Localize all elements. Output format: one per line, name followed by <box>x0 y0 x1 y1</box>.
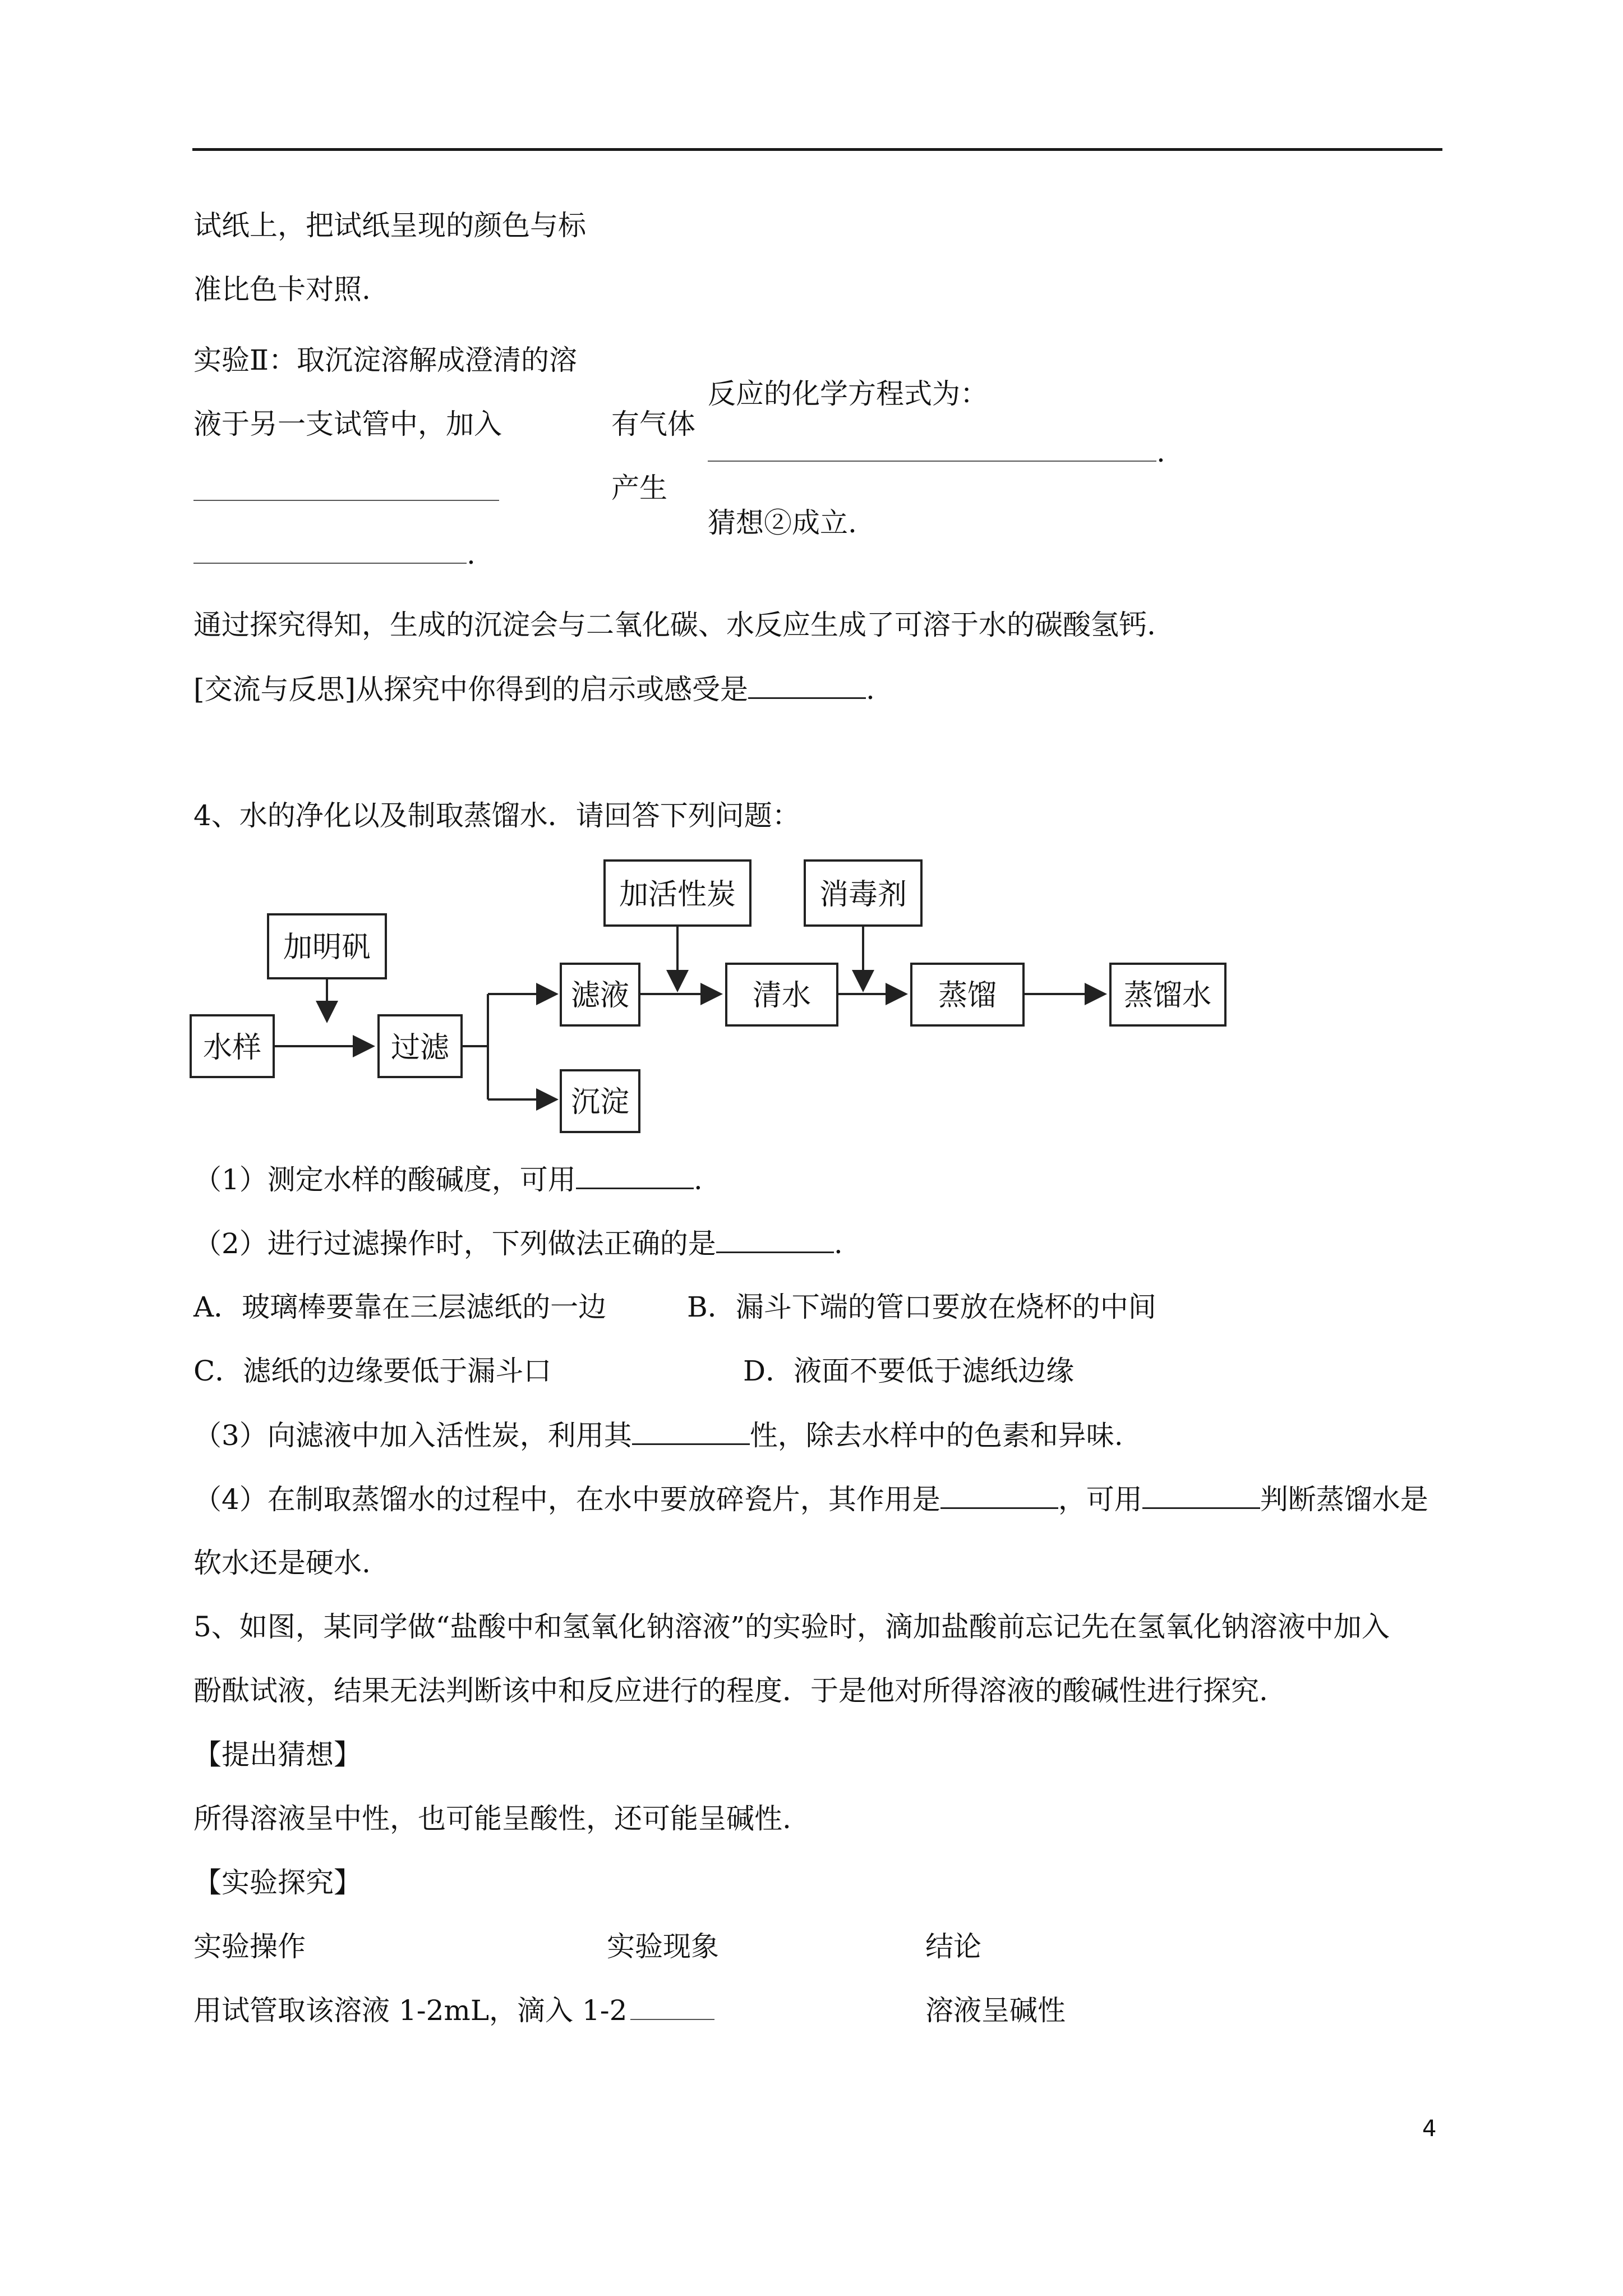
alum-label: 加明矾 <box>283 931 371 964</box>
option-b: B．漏斗下端的管口要放在烧杯的中间 <box>687 1291 1156 1323</box>
option-a: A．玻璃棒要靠在三层滤纸的一边 <box>193 1291 607 1323</box>
table-row-operation: 用试管取该溶液 1-2mL，滴入 1-2 <box>193 1994 714 2027</box>
header-rule <box>192 148 1442 151</box>
section-heading-experiment: 【实验探究】 <box>193 1866 362 1899</box>
page-number: 4 <box>1422 2116 1437 2142</box>
text-line: 通过探究得知，生成的沉淀会与二氧化碳、水反应生成了可溶于水的碳酸氢钙. <box>193 609 1156 641</box>
question-4: 4、水的净化以及制取蒸馏水．请回答下列问题： <box>193 799 800 832</box>
precipitate-label: 沉淀 <box>570 1085 630 1119</box>
sample-label: 水样 <box>202 1031 262 1065</box>
distill-label: 蒸馏 <box>938 979 997 1013</box>
distilled-water-label: 蒸馏水 <box>1123 979 1212 1013</box>
table-header-operation: 实验操作 <box>193 1930 306 1963</box>
clear-water-label: 清水 <box>752 979 811 1013</box>
option-c: C．滤纸的边缘要低于漏斗口 <box>193 1355 552 1387</box>
sub-question-3: （3）向滤液中加入活性炭，利用其 性，除去水样中的色素和异味. <box>193 1419 1123 1452</box>
question-5: 5、如图，某同学做“盐酸中和氢氧化钠溶液”的实验时，滴加盐酸前忘记先在氢氧化钠溶液中加入 <box>193 1611 1390 1643</box>
filtrate-label: 滤液 <box>570 979 630 1013</box>
option-d: D．液面不要低于滤纸边缘 <box>743 1355 1075 1387</box>
sub-question-1: （1）测定水样的酸碱度，可用 . <box>193 1163 703 1196</box>
table-row-conclusion: 溶液呈碱性 <box>925 1994 1066 2027</box>
water-purification-diagram <box>185 853 1251 1156</box>
guess-text: 所得溶液呈中性，也可能呈酸性，还可能呈碱性. <box>193 1802 791 1835</box>
table-header-conclusion: 结论 <box>925 1930 981 1963</box>
section-heading-guess: 【提出猜想】 <box>193 1738 362 1771</box>
text-line: 准比色卡对照. <box>193 273 371 306</box>
sub-question-2: （2）进行过滤操作时，下列做法正确的是 . <box>193 1227 843 1260</box>
disinfectant-label: 消毒剂 <box>819 878 907 912</box>
answer-line-equation: . <box>708 435 1165 469</box>
text-line: 反应的化学方程式为： <box>708 378 988 410</box>
answer-line-reagent-2: . <box>193 537 476 571</box>
text-line: 酚酞试液，结果无法判断该中和反应进行的程度．于是他对所得溶液的酸碱性进行探究. <box>193 1674 1268 1707</box>
text-line: 试纸上，把试纸呈现的颜色与标 <box>193 209 586 242</box>
text-line: 有气体 <box>611 408 695 440</box>
text-line: [交流与反思]从探究中你得到的启示或感受是 . <box>193 673 875 706</box>
sub-question-4: （4）在制取蒸馏水的过程中，在水中要放碎瓷片，其作用是 ，可用 判断蒸馏水是 <box>193 1483 1428 1516</box>
table-header-phenomenon: 实验现象 <box>607 1930 719 1963</box>
carbon-label: 加活性炭 <box>619 878 736 912</box>
text-line: 液于另一支试管中，加入 <box>193 408 502 440</box>
text-line: 猜想②成立. <box>708 507 857 539</box>
text-line: 产生 <box>611 472 667 504</box>
filter-label: 过滤 <box>390 1031 450 1065</box>
answer-line-reagent <box>193 475 499 508</box>
text-line: 软水还是硬水. <box>193 1547 371 1579</box>
text-line: 实验Ⅱ：取沉淀溶解成澄清的溶 <box>193 344 577 376</box>
